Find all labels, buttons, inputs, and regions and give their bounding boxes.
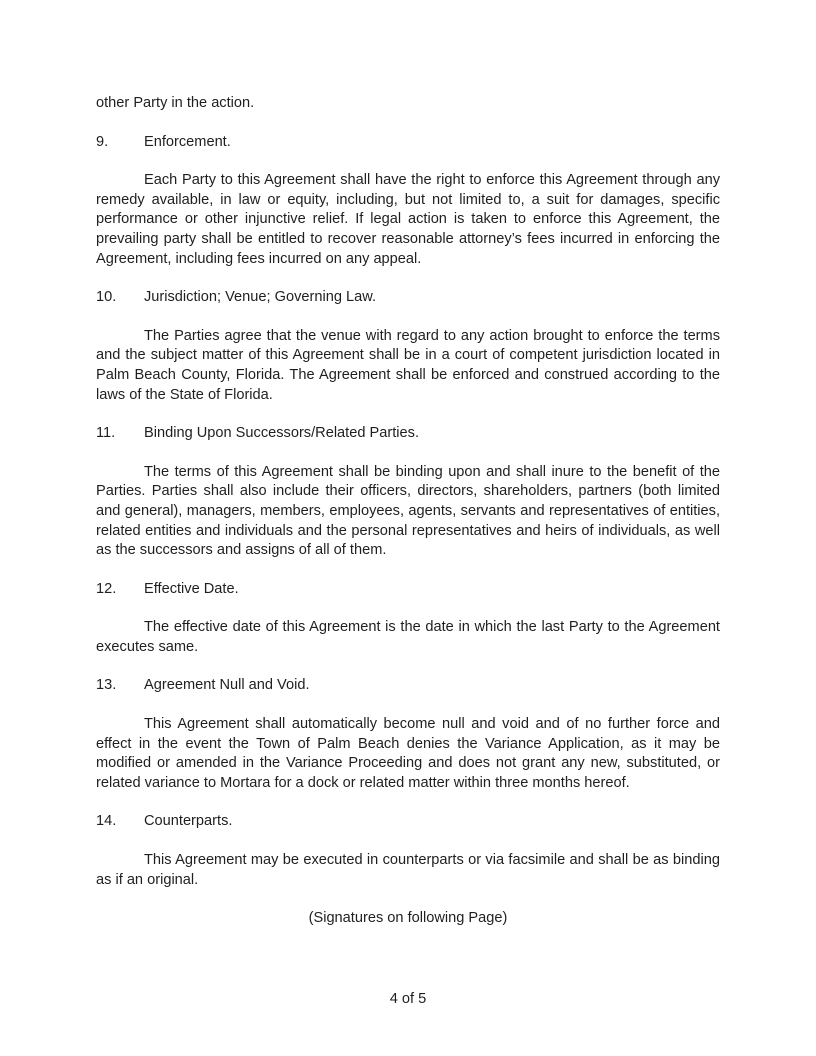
section-body-14: This Agreement may be executed in counterparts or via facsimile and shall be as binding as if an original. <box>96 852 720 888</box>
section-body-10: The Parties agree that the venue with regard to any action brought to enforce the terms and the subject matter of this Agreement shall be in a court of competent jurisdiction located in Palm Beach County, Florida. The Agreement shall be enforced and construed according to the laws of the State of Florida. <box>96 327 720 403</box>
section-title: Enforcement. <box>144 133 231 150</box>
section-heading-11 <box>96 424 720 444</box>
section-body-13: This Agreement shall automatically become null and void and of no further force and effect in the event the Town of Palm Beach denies the Variance Application, as it may be modified or amended in the Variance Proceeding and does not grant any new, substituted, or related variance to Mortara for a dock or related matter within three months hereof. <box>96 716 720 791</box>
section-body-11: The terms of this Agreement shall be binding upon and shall inure to the benefit of the Parties. Parties shall also include their officers, directors, shareholders, partners (both limited and general), managers, members, employees, agents, servants and representatives of entities, related entities and individuals and the personal representatives and heirs of individuals, as well as the successors and assigns of all of them. <box>96 463 720 559</box>
section-title: Binding Upon Successors/Related Parties. <box>144 425 419 442</box>
section-title: Jurisdiction; Venue; Governing Law. <box>144 289 377 306</box>
section-title: Effective Date. <box>144 580 239 597</box>
section-title: Counterparts. <box>144 813 233 830</box>
page-number-footer: 4 of 5 <box>389 991 427 1008</box>
section-body-9: Each Party to this Agreement shall have the right to enforce this Agreement through any remedy available, in law or equity, including, but not limited to, a suit for damages, specific performance or other injunctive relief. If legal action is taken to enforce this Agreement, the prevailing party shall be entitled to recover reasonable attorney’s fees incurred in enforcing the Agreement, including fees incurred on any appeal. <box>96 172 720 267</box>
section-number: 12. <box>96 580 117 597</box>
section-heading-9 <box>96 133 720 153</box>
section-heading-10 <box>96 288 720 308</box>
section-number: 13. <box>96 677 117 694</box>
section-number: 9. <box>96 133 109 150</box>
section-number: 10. <box>96 289 117 306</box>
section-number: 14. <box>96 813 117 830</box>
section-heading-14 <box>96 812 720 832</box>
section-number: 11. <box>96 425 116 442</box>
signatures-note: (Signatures on following Page) <box>308 910 508 927</box>
section-heading-13 <box>96 676 720 696</box>
section-body-12: The effective date of this Agreement is the date in which the last Party to the Agreement executes same. <box>96 619 720 655</box>
section-heading-12 <box>96 580 720 600</box>
section-title: Agreement Null and Void. <box>144 677 310 694</box>
continuation-line: other Party in the action. <box>96 95 255 111</box>
